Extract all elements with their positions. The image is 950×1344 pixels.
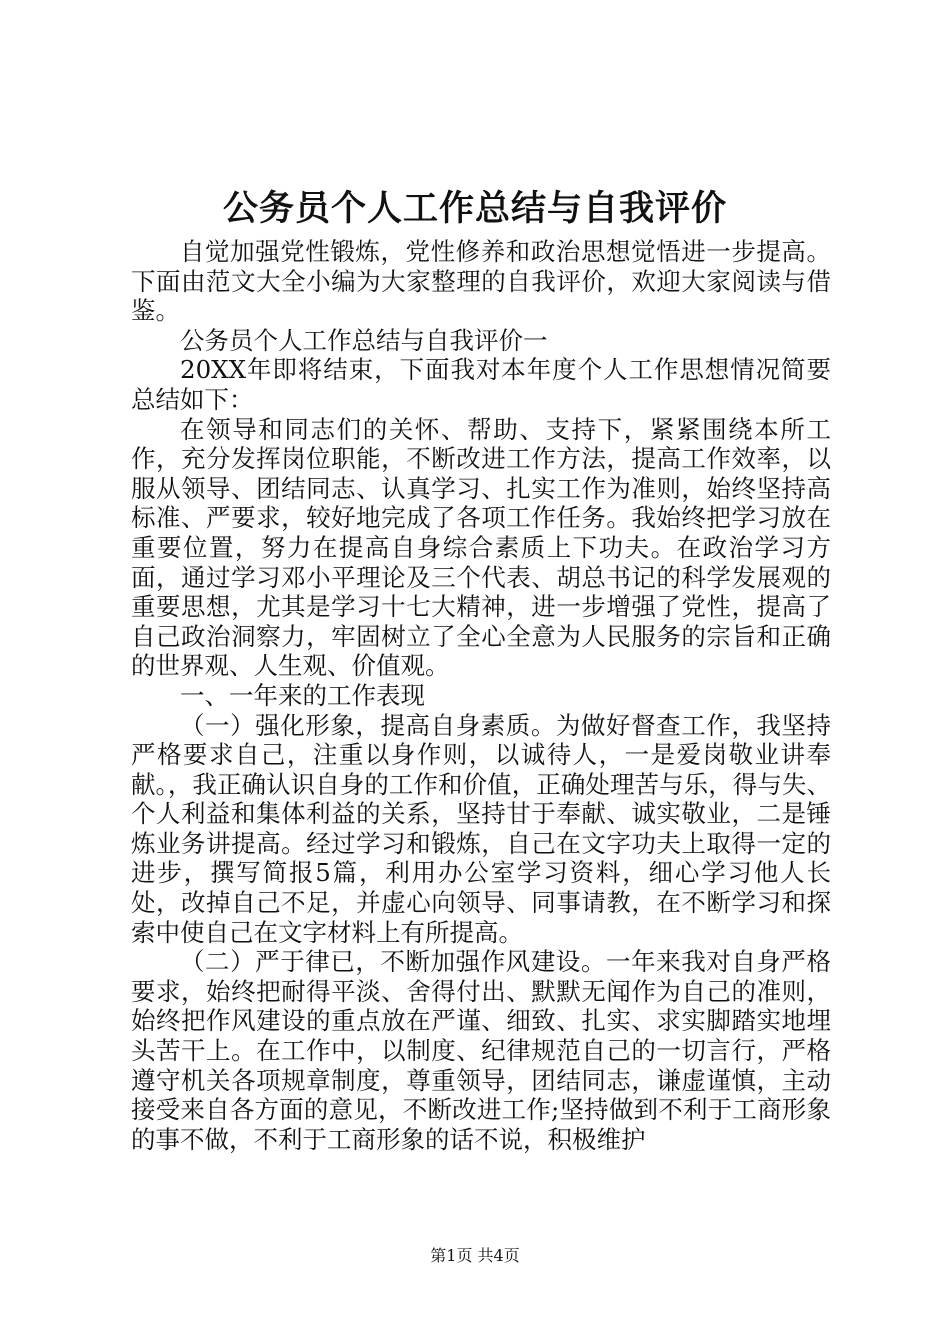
paragraph-item-two: （二）严于律已，不断加强作风建设。一年来我对自身严格要求，始终把耐得平淡、舍得付出、默默无闻作为自己的准则，始终把作风建设的重点放在严谨、细致、扎实、求实脚踏实地埋头苦干上。在工作中，以制度、纪律规范自己的一切言行，严格遵守机关各项规章制度，尊重领导，团结同志，谦虚谨慎，主动接受来自各方面的意见，不断改进工作;坚持做到不利于工商形象的事不做，不利于工商形象的话不说，积极维护	[131, 947, 831, 1154]
document-body	[131, 237, 831, 1154]
paragraph-intro: 自觉加强党性锻炼，党性修养和政治思想觉悟进一步提高。下面由范文大全小编为大家整理的自我评价，欢迎大家阅读与借鉴。	[131, 237, 831, 326]
paragraph-opening: 20XX年即将结束，下面我对本年度个人工作思想情况简要总结如下：	[131, 355, 831, 414]
document-title: 公务员个人工作总结与自我评价	[222, 188, 727, 229]
paragraph-section-heading: 公务员个人工作总结与自我评价一	[180, 325, 548, 355]
paragraph-item-one: （一）强化形象，提高自身素质。为做好督查工作，我坚持严格要求自己，注重以身作则，以诚待人，一是爱岗敬业讲奉献。，我正确认识自身的工作和价值，正确处理苦与乐，得与失、个人利益和集体利益的关系，坚持甘于奉献、诚实敬业，二是锤炼业务讲提高。经过学习和锻炼，自己在文字功夫上取得一定的进步，撰写简报5篇，利用办公室学习资料，细心学习他人长处，改掉自己不足，并虚心向领导、同事请教，在不断学习和探索中使自己在文字材料上有所提高。	[131, 710, 831, 947]
paragraph-overview: 在领导和同志们的关怀、帮助、支持下，紧紧围绕本所工作，充分发挥岗位职能，不断改进工作方法，提高工作效率，以服从领导、团结同志、认真学习、扎实工作为准则，始终坚持高标准、严要求，较好地完成了各项工作任务。我始终把学习放在重要位置，努力在提高自身综合素质上下功夫。在政治学习方面，通过学习邓小平理论及三个代表、胡总书记的科学发展观的重要思想，尤其是学习十七大精神，进一步增强了党性，提高了自己政治洞察力，牢固树立了全心全意为人民服务的宗旨和正确的世界观、人生观、价值观。	[131, 414, 831, 681]
page-footer: 第1页 共4页	[430, 1246, 520, 1265]
paragraph-heading-performance: 一、一年来的工作表现	[180, 680, 425, 710]
